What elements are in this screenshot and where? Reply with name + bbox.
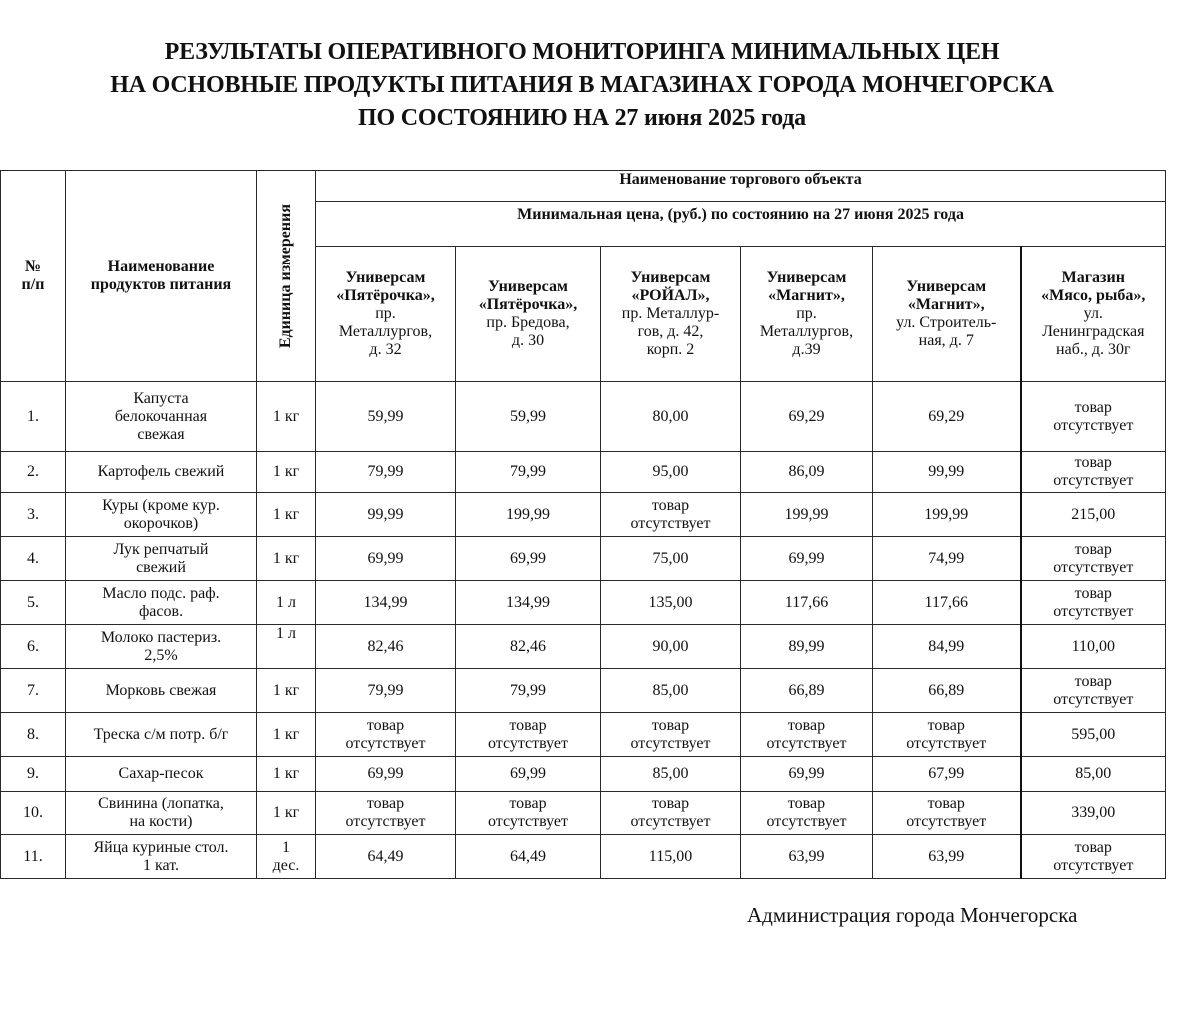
price-absent: товар отсутствует (1021, 382, 1166, 452)
price-value: 85,00 (1021, 757, 1166, 792)
product-name: Яйца куриные стол. 1 кат. (66, 835, 257, 879)
price-absent: товар отсутствует (316, 792, 456, 835)
price-absent: товар отсутствует (1021, 581, 1166, 625)
store-address-line: корп. 2 (646, 341, 695, 358)
store-address-line: ул. Строитель- (896, 314, 997, 331)
price-value: 75,00 (601, 537, 741, 581)
product-name: Молоко пастериз. 2,5% (66, 625, 257, 669)
unit: 1 л (257, 625, 316, 669)
price-value: 79,99 (456, 452, 601, 493)
price-value: 110,00 (1021, 625, 1166, 669)
table-row (1, 792, 1166, 835)
price-value: 134,99 (456, 581, 601, 625)
price-value: 99,99 (873, 452, 1021, 493)
row-number: 9. (1, 757, 66, 792)
store-address-line: д.39 (792, 341, 821, 358)
row-number: 3. (1, 493, 66, 537)
price-value: 90,00 (601, 625, 741, 669)
price-absent: товар отсутствует (873, 713, 1021, 757)
price-value: 117,66 (741, 581, 873, 625)
header-store-6 (1021, 247, 1166, 382)
store-address-line: Металлургов, (338, 323, 433, 340)
price-value: 63,99 (741, 835, 873, 879)
product-name: Картофель свежий (66, 452, 257, 493)
header-store-group: Наименование торгового объекта (316, 171, 1166, 202)
store-type: Магазин (1061, 269, 1125, 286)
price-value: 79,99 (456, 669, 601, 713)
price-value: 63,99 (873, 835, 1021, 879)
table-row (1, 757, 1166, 792)
price-value: 69,29 (873, 382, 1021, 452)
row-number: 4. (1, 537, 66, 581)
unit: 1 кг (257, 757, 316, 792)
store-address-line: пр. (796, 305, 817, 322)
table-row (1, 835, 1166, 879)
product-name: Сахар-песок (66, 757, 257, 792)
price-absent: товар отсутствует (456, 713, 601, 757)
row-number: 1. (1, 382, 66, 452)
table-row (1, 452, 1166, 493)
price-value: 69,99 (741, 537, 873, 581)
store-type: Универсам (488, 278, 568, 295)
header-store-4 (741, 247, 873, 382)
price-value: 135,00 (601, 581, 741, 625)
row-number: 7. (1, 669, 66, 713)
header-unit: Единица измерения (257, 171, 316, 382)
product-name: Морковь свежая (66, 669, 257, 713)
store-address-line: Ленинградская (1042, 323, 1145, 340)
product-name: Свинина (лопатка, на кости) (66, 792, 257, 835)
store-type: Универсам (766, 269, 847, 286)
price-absent: товар отсутствует (456, 792, 601, 835)
header-store-1 (316, 247, 456, 382)
store-name: «Мясо, рыба», (1041, 287, 1146, 304)
unit: 1 кг (257, 669, 316, 713)
document-title (0, 36, 1164, 135)
unit: 1 л (257, 581, 316, 625)
price-value: 69,99 (741, 757, 873, 792)
product-name: Капуста белокочанная свежая (66, 382, 257, 452)
price-value: 69,99 (316, 537, 456, 581)
store-address-line: наб., д. 30г (1056, 341, 1131, 358)
price-value: 215,00 (1021, 493, 1166, 537)
price-absent: товар отсутствует (741, 713, 873, 757)
price-value: 199,99 (873, 493, 1021, 537)
price-value: 66,89 (741, 669, 873, 713)
price-value: 89,99 (741, 625, 873, 669)
table-row (1, 493, 1166, 537)
unit: 1 кг (257, 382, 316, 452)
price-value: 69,99 (456, 757, 601, 792)
price-absent: товар отсутствует (601, 713, 741, 757)
price-value: 134,99 (316, 581, 456, 625)
table-row (1, 713, 1166, 757)
price-absent: товар отсутствует (1021, 452, 1166, 493)
price-value: 99,99 (316, 493, 456, 537)
price-value: 115,00 (601, 835, 741, 879)
title-line-2: НА ОСНОВНЫЕ ПРОДУКТЫ ПИТАНИЯ В МАГАЗИНАХ ГОРОДА МОНЧЕГОРСКА (110, 72, 1054, 98)
product-name: Лук репчатый свежий (66, 537, 257, 581)
store-name: «Пятёрочка», (478, 296, 578, 313)
price-value: 69,99 (316, 757, 456, 792)
price-value: 85,00 (601, 757, 741, 792)
store-name: «Магнит», (768, 287, 845, 304)
header-number: № п/п (1, 171, 66, 382)
price-value: 199,99 (741, 493, 873, 537)
footer-signature: Администрация города Мончегорска (747, 903, 1078, 927)
price-value: 66,89 (873, 669, 1021, 713)
price-value: 86,09 (741, 452, 873, 493)
unit: 1 кг (257, 493, 316, 537)
price-absent: товар отсутствует (1021, 835, 1166, 879)
store-address-line: гов, д. 42, (637, 323, 704, 340)
row-number: 11. (1, 835, 66, 879)
price-absent: товар отсутствует (873, 792, 1021, 835)
store-type: Универсам (345, 269, 426, 286)
product-name: Треска с/м потр. б/г (66, 713, 257, 757)
price-value: 59,99 (316, 382, 456, 452)
row-number: 6. (1, 625, 66, 669)
price-value: 595,00 (1021, 713, 1166, 757)
header-store-2 (456, 247, 601, 382)
price-value: 95,00 (601, 452, 741, 493)
unit: 1 кг (257, 452, 316, 493)
price-absent: товар отсутствует (316, 713, 456, 757)
store-address-line: д. 32 (369, 341, 402, 358)
price-value: 199,99 (456, 493, 601, 537)
price-value: 79,99 (316, 669, 456, 713)
store-name: «Магнит», (907, 296, 985, 313)
table-row (1, 669, 1166, 713)
price-absent: товар отсутствует (601, 792, 741, 835)
header-store-3 (601, 247, 741, 382)
store-name: «Пятёрочка», (336, 287, 435, 304)
price-table (0, 170, 1166, 879)
table-row (1, 537, 1166, 581)
price-value: 69,99 (456, 537, 601, 581)
header-product: Наименование продуктов питания (66, 171, 257, 382)
store-address-line: ул. (1083, 305, 1103, 322)
store-type: Универсам (906, 278, 987, 295)
unit: 1 дес. (257, 835, 316, 879)
price-value: 79,99 (316, 452, 456, 493)
price-value: 82,46 (456, 625, 601, 669)
store-type: Универсам (630, 269, 711, 286)
price-absent: товар отсутствует (1021, 537, 1166, 581)
row-number: 8. (1, 713, 66, 757)
store-address-line: пр. (375, 305, 396, 322)
unit: 1 кг (257, 537, 316, 581)
store-address-line: д. 30 (511, 332, 545, 349)
price-value: 59,99 (456, 382, 601, 452)
product-name: Куры (кроме кур. окорочков) (66, 493, 257, 537)
price-value: 85,00 (601, 669, 741, 713)
row-number: 5. (1, 581, 66, 625)
price-value: 64,49 (456, 835, 601, 879)
store-name: «РОЙАЛ», (631, 287, 710, 304)
unit: 1 кг (257, 713, 316, 757)
price-absent: товар отсутствует (741, 792, 873, 835)
price-absent: товар отсутствует (601, 493, 741, 537)
store-address-line: пр. Бредова, (486, 314, 570, 331)
price-value: 80,00 (601, 382, 741, 452)
table-row (1, 625, 1166, 669)
store-address-line: ная, д. 7 (918, 332, 974, 349)
row-number: 10. (1, 792, 66, 835)
table-row (1, 581, 1166, 625)
title-line-1: РЕЗУЛЬТАТЫ ОПЕРАТИВНОГО МОНИТОРИНГА МИНИМАЛЬНЫХ ЦЕН (164, 39, 1000, 65)
header-store-5 (873, 247, 1021, 382)
price-value: 69,29 (741, 382, 873, 452)
table-row (1, 382, 1166, 452)
price-value: 339,00 (1021, 792, 1166, 835)
price-value: 117,66 (873, 581, 1021, 625)
store-address-line: пр. Металлур- (621, 305, 720, 322)
price-value: 82,46 (316, 625, 456, 669)
price-value: 84,99 (873, 625, 1021, 669)
unit: 1 кг (257, 792, 316, 835)
row-number: 2. (1, 452, 66, 493)
price-value: 67,99 (873, 757, 1021, 792)
header-price-group: Минимальная цена, (руб.) по состоянию на 27 июня 2025 года (316, 202, 1166, 247)
store-address-line: Металлургов, (759, 323, 854, 340)
price-value: 64,49 (316, 835, 456, 879)
price-absent: товар отсутствует (1021, 669, 1166, 713)
price-value: 74,99 (873, 537, 1021, 581)
product-name: Масло подс. раф. фасов. (66, 581, 257, 625)
title-line-3: ПО СОСТОЯНИЮ НА 27 июня 2025 года (358, 105, 806, 131)
